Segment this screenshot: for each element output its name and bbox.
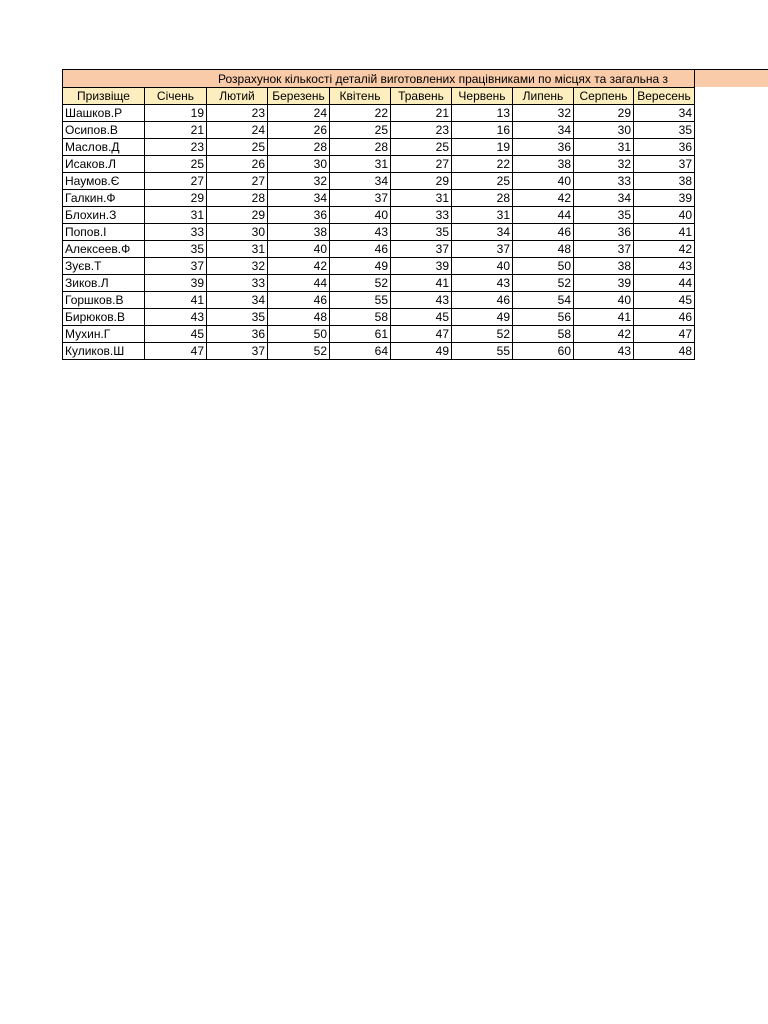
cell-value[interactable]: 33 (145, 224, 207, 241)
cell-value[interactable]: 42 (634, 241, 695, 258)
cell-value[interactable]: 33 (207, 275, 268, 292)
cell-value[interactable]: 41 (574, 309, 634, 326)
cell-surname[interactable]: Осипов.В (63, 122, 145, 139)
cell-value[interactable]: 26 (207, 156, 268, 173)
cell-value[interactable]: 30 (268, 156, 330, 173)
cell-value[interactable]: 29 (574, 105, 634, 122)
sheet-title: Розрахунок кількості деталій виготовлених працівниками по місцях та загальна з (218, 72, 668, 86)
cell-value[interactable]: 32 (268, 173, 330, 190)
cell-value[interactable]: 16 (452, 122, 513, 139)
table-body (63, 105, 695, 360)
cell-value[interactable]: 39 (391, 258, 452, 275)
cell-value[interactable]: 46 (330, 241, 391, 258)
cell-value[interactable]: 46 (268, 292, 330, 309)
cell-value[interactable]: 47 (145, 343, 207, 360)
cell-value[interactable]: 31 (391, 190, 452, 207)
header-cell-month[interactable]: Квітень (330, 88, 391, 105)
header-cell-month[interactable]: Лютий (207, 88, 268, 105)
cell-value[interactable]: 42 (513, 190, 574, 207)
cell-surname[interactable]: Маслов.Д (63, 139, 145, 156)
cell-value[interactable]: 46 (513, 224, 574, 241)
cell-value[interactable]: 37 (391, 241, 452, 258)
cell-value[interactable]: 13 (452, 105, 513, 122)
cell-value[interactable]: 55 (452, 343, 513, 360)
cell-value[interactable]: 31 (574, 139, 634, 156)
cell-value[interactable]: 31 (330, 156, 391, 173)
cell-value[interactable]: 27 (207, 173, 268, 190)
cell-value[interactable]: 45 (145, 326, 207, 343)
cell-value[interactable]: 40 (330, 207, 391, 224)
cell-surname[interactable]: Зуєв.Т (63, 258, 145, 275)
cell-value[interactable]: 44 (268, 275, 330, 292)
cell-value[interactable]: 52 (452, 326, 513, 343)
cell-value[interactable]: 37 (145, 258, 207, 275)
cell-value[interactable]: 25 (145, 156, 207, 173)
cell-value[interactable]: 56 (513, 309, 574, 326)
cell-value[interactable]: 28 (452, 190, 513, 207)
cell-value[interactable]: 23 (145, 139, 207, 156)
header-cell-month[interactable]: Червень (452, 88, 513, 105)
cell-value[interactable]: 37 (634, 156, 695, 173)
cell-surname[interactable]: Зиков.Л (63, 275, 145, 292)
cell-value[interactable]: 40 (634, 207, 695, 224)
header-cell-month[interactable]: Вересень (634, 88, 695, 105)
cell-value[interactable]: 21 (145, 122, 207, 139)
cell-value[interactable]: 25 (207, 139, 268, 156)
cell-surname[interactable]: Шашков.Р (63, 105, 145, 122)
cell-surname[interactable]: Попов.І (63, 224, 145, 241)
cell-value[interactable]: 43 (574, 343, 634, 360)
cell-value[interactable]: 48 (268, 309, 330, 326)
header-cell-month[interactable]: Липень (513, 88, 574, 105)
cell-value[interactable]: 35 (574, 207, 634, 224)
cell-value[interactable]: 52 (268, 343, 330, 360)
cell-value[interactable]: 25 (391, 139, 452, 156)
cell-value[interactable]: 37 (452, 241, 513, 258)
cell-value[interactable]: 23 (391, 122, 452, 139)
cell-value[interactable]: 42 (268, 258, 330, 275)
cell-value[interactable]: 33 (574, 173, 634, 190)
cell-value[interactable]: 48 (634, 343, 695, 360)
cell-value[interactable]: 47 (391, 326, 452, 343)
cell-value[interactable]: 30 (207, 224, 268, 241)
table-row (63, 258, 695, 275)
cell-surname[interactable]: Исаков.Л (63, 156, 145, 173)
cell-value[interactable]: 28 (330, 139, 391, 156)
cell-value[interactable]: 41 (145, 292, 207, 309)
cell-value[interactable]: 35 (207, 309, 268, 326)
table-row (63, 292, 695, 309)
cell-value[interactable]: 29 (391, 173, 452, 190)
cell-value[interactable]: 46 (634, 309, 695, 326)
cell-value[interactable]: 32 (513, 105, 574, 122)
header-row (63, 88, 695, 105)
cell-value[interactable]: 38 (634, 173, 695, 190)
header-cell-surname[interactable]: Призвіще (63, 88, 145, 105)
cell-value[interactable]: 43 (634, 258, 695, 275)
cell-value[interactable]: 39 (634, 190, 695, 207)
cell-value[interactable]: 40 (574, 292, 634, 309)
data-table (62, 87, 695, 360)
cell-value[interactable]: 35 (391, 224, 452, 241)
cell-value[interactable]: 50 (513, 258, 574, 275)
cell-value[interactable]: 36 (634, 139, 695, 156)
cell-value[interactable]: 40 (452, 258, 513, 275)
cell-value[interactable]: 41 (634, 224, 695, 241)
table-row (63, 207, 695, 224)
cell-value[interactable]: 43 (452, 275, 513, 292)
cell-value[interactable]: 31 (207, 241, 268, 258)
cell-value[interactable]: 58 (330, 309, 391, 326)
header-cell-month[interactable]: Березень (268, 88, 330, 105)
cell-value[interactable]: 38 (268, 224, 330, 241)
cell-value[interactable]: 45 (391, 309, 452, 326)
cell-value[interactable]: 54 (513, 292, 574, 309)
cell-value[interactable]: 38 (513, 156, 574, 173)
cell-value[interactable]: 23 (207, 105, 268, 122)
cell-value[interactable]: 34 (452, 224, 513, 241)
table-row (63, 343, 695, 360)
cell-value[interactable]: 60 (513, 343, 574, 360)
cell-value[interactable]: 34 (634, 105, 695, 122)
cell-value[interactable]: 37 (574, 241, 634, 258)
table-row (63, 241, 695, 258)
cell-value[interactable]: 50 (268, 326, 330, 343)
cell-value[interactable]: 21 (391, 105, 452, 122)
cell-value[interactable]: 19 (145, 105, 207, 122)
cell-value[interactable]: 39 (574, 275, 634, 292)
cell-value[interactable]: 37 (330, 190, 391, 207)
cell-value[interactable]: 22 (330, 105, 391, 122)
cell-value[interactable]: 29 (145, 190, 207, 207)
cell-value[interactable]: 36 (207, 326, 268, 343)
cell-value[interactable]: 37 (207, 343, 268, 360)
table-row (63, 309, 695, 326)
cell-value[interactable]: 19 (452, 139, 513, 156)
cell-value[interactable]: 61 (330, 326, 391, 343)
cell-value[interactable]: 43 (330, 224, 391, 241)
cell-value[interactable]: 34 (574, 190, 634, 207)
cell-value[interactable]: 31 (452, 207, 513, 224)
cell-value[interactable]: 29 (207, 207, 268, 224)
cell-value[interactable]: 41 (391, 275, 452, 292)
cell-value[interactable]: 36 (268, 207, 330, 224)
cell-value[interactable]: 52 (513, 275, 574, 292)
cell-value[interactable]: 46 (452, 292, 513, 309)
cell-value[interactable]: 36 (513, 139, 574, 156)
cell-value[interactable]: 25 (452, 173, 513, 190)
cell-value[interactable]: 34 (207, 292, 268, 309)
cell-value[interactable]: 48 (513, 241, 574, 258)
cell-value[interactable]: 27 (391, 156, 452, 173)
cell-value[interactable]: 55 (330, 292, 391, 309)
cell-value[interactable]: 58 (513, 326, 574, 343)
cell-value[interactable]: 38 (574, 258, 634, 275)
cell-value[interactable]: 28 (207, 190, 268, 207)
cell-value[interactable]: 35 (634, 122, 695, 139)
cell-value[interactable]: 49 (391, 343, 452, 360)
cell-value[interactable]: 34 (513, 122, 574, 139)
cell-value[interactable]: 40 (268, 241, 330, 258)
cell-surname[interactable]: Мухин.Г (63, 326, 145, 343)
cell-value[interactable]: 39 (145, 275, 207, 292)
table-row (63, 139, 695, 156)
cell-value[interactable]: 22 (452, 156, 513, 173)
cell-surname[interactable]: Бирюков.В (63, 309, 145, 326)
cell-value[interactable]: 52 (330, 275, 391, 292)
cell-value[interactable]: 45 (634, 292, 695, 309)
cell-value[interactable]: 35 (145, 241, 207, 258)
cell-value[interactable]: 42 (574, 326, 634, 343)
cell-value[interactable]: 47 (634, 326, 695, 343)
header-cell-month[interactable]: Травень (391, 88, 452, 105)
cell-value[interactable]: 44 (513, 207, 574, 224)
cell-value[interactable]: 34 (330, 173, 391, 190)
cell-value[interactable]: 64 (330, 343, 391, 360)
cell-value[interactable]: 28 (268, 139, 330, 156)
cell-value[interactable]: 36 (574, 224, 634, 241)
cell-value[interactable]: 49 (330, 258, 391, 275)
header-cell-month[interactable]: Серпень (574, 88, 634, 105)
cell-surname[interactable]: Алексеев.Ф (63, 241, 145, 258)
title-cell-divider (694, 70, 695, 87)
cell-surname[interactable]: Наумов.Є (63, 173, 145, 190)
table-row (63, 224, 695, 241)
cell-value[interactable]: 43 (391, 292, 452, 309)
table-row (63, 105, 695, 122)
header-cell-month[interactable]: Січень (145, 88, 207, 105)
table-row (63, 173, 695, 190)
cell-value[interactable]: 30 (574, 122, 634, 139)
cell-value[interactable]: 43 (145, 309, 207, 326)
cell-value[interactable]: 32 (207, 258, 268, 275)
table-row (63, 326, 695, 343)
cell-value[interactable]: 40 (513, 173, 574, 190)
cell-value[interactable]: 24 (207, 122, 268, 139)
cell-surname[interactable]: Куликов.Ш (63, 343, 145, 360)
cell-value[interactable]: 25 (330, 122, 391, 139)
cell-value[interactable]: 32 (574, 156, 634, 173)
cell-value[interactable]: 26 (268, 122, 330, 139)
table-row (63, 156, 695, 173)
title-row[interactable] (62, 69, 768, 87)
cell-value[interactable]: 49 (452, 309, 513, 326)
table-row (63, 275, 695, 292)
table-row (63, 190, 695, 207)
cell-value[interactable]: 24 (268, 105, 330, 122)
cell-value[interactable]: 27 (145, 173, 207, 190)
cell-value[interactable]: 33 (391, 207, 452, 224)
table-row (63, 122, 695, 139)
cell-surname[interactable]: Блохин.З (63, 207, 145, 224)
cell-value[interactable]: 44 (634, 275, 695, 292)
cell-value[interactable]: 34 (268, 190, 330, 207)
cell-surname[interactable]: Галкин.Ф (63, 190, 145, 207)
cell-value[interactable]: 31 (145, 207, 207, 224)
cell-surname[interactable]: Горшков.В (63, 292, 145, 309)
